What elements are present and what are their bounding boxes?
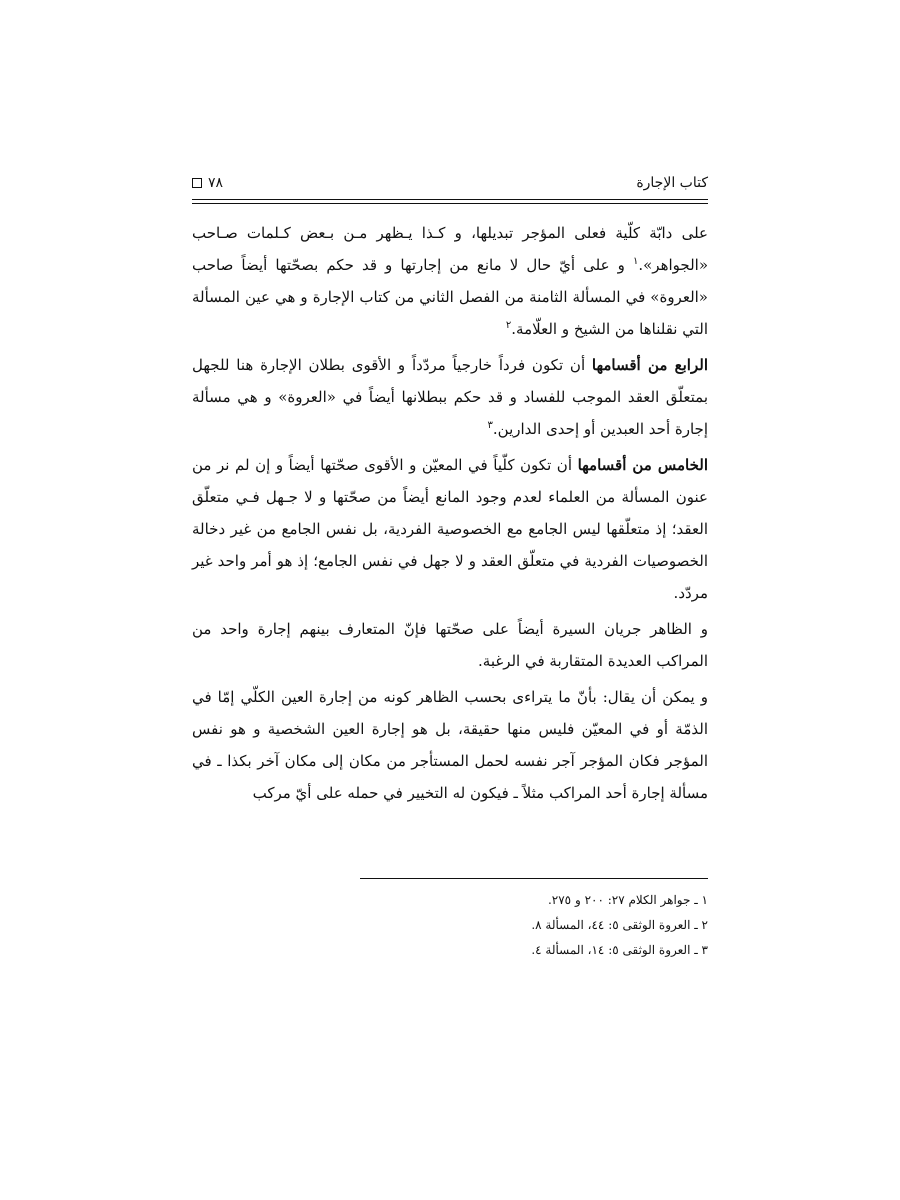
footnote-1: ١ ـ جواهر الكلام ٢٧: ٢٠٠ و ٢٧٥. [547,893,708,907]
page-number: ٧٨ [208,175,224,191]
footnote-mark-2: ٢ [505,320,512,331]
running-header [192,170,708,198]
paragraph-1-text: على دابّة كلّية فعلى المؤجر تبديلها، و كـذا يـظهر مـن بـعض كـلمات صـاحب «الجواهر». [192,224,708,274]
paragraph-5-text: و يمكن أن يقال: بأنّ ما يتراءى بحسب الظاهر كونه من إجارة العين الكلّي إمّا في الذمّة أو في المعيّن فليس منها حقيقة، بل هو إجارة العين الشخصية و هو نفس المؤجر فكان المؤجر آجر نفسه لحمل المستأجر من مكان إلى مكان آخر بكذا ـ في مسألة إجارة أحد المراكب مثلاً ـ فيكون له التخيير في حمله على أيّ مركب [192,688,708,802]
paragraph-5 [192,681,708,809]
paragraph-4 [192,613,708,677]
paragraph-3 [192,449,708,609]
paragraph-3-lead: الخامس من أقسامها [577,456,708,474]
footnote-separator [360,878,708,879]
paragraph-1 [192,217,708,345]
paragraph-2-text: أن تكون فرداً خارجياً مردّداً و الأقوى بطلان الإجارة هنا للجهل بمتعلّق العقد الموجب للفساد و قد حكم ببطلانها أيضاً في «العروة» و هي مسألة إجارة أحد العبدين أو إحدى الدارين. [192,356,708,438]
body-text [192,217,708,813]
paragraph-4-text: و الظاهر جريان السيرة أيضاً على صحّتها فإنّ المتعارف بينهم إجارة واحد من المراكب العديدة المتقاربة في الرغبة. [192,620,708,670]
header-rule-bottom [192,203,708,204]
footnote-3: ٣ ـ العروة الوثقى ٥: ١٤، المسألة ٤. [531,943,708,957]
footnote-mark-1: ١ [632,256,639,267]
book-title: كتاب الإجارة [636,175,708,191]
footnote-2: ٢ ـ العروة الوثقى ٥: ٤٤، المسألة ٨. [531,918,708,932]
square-box-icon [192,178,202,188]
page-number-group [192,174,223,192]
paragraph-3-text: أن تكون كلّياً في المعيّن و الأقوى صحّتها أيضاً و إن لم نر من عنون المسألة من العلماء لعدم وجود المانع أيضاً من صحّتها و لا جـهل فـي متعلّق العقد؛ إذ متعلّقها ليس الجامع مع الخصوصية الفردية، بل نفس الجامع من غير دخالة الخصوصيات الفردية في متعلّق العقد و لا جهل في نفس الجامع؛ إذ هو أمر واحد غير مردّد. [192,456,708,602]
header-rule-top [192,199,708,200]
paragraph-2 [192,349,708,445]
paragraph-1-continuation: و على أيّ حال لا مانع من إجارتها و قد حكم بصحّتها أيضاً صاحب «العروة» في المسألة الثامنة من الفصل الثاني من كتاب الإجارة و هي عين المسألة التي نقلناها من الشيخ و العلّامة. [192,256,708,338]
footnote-mark-3: ٣ [487,420,493,431]
footnotes [192,888,708,963]
paragraph-2-lead: الرابع من أقسامها [591,356,708,374]
